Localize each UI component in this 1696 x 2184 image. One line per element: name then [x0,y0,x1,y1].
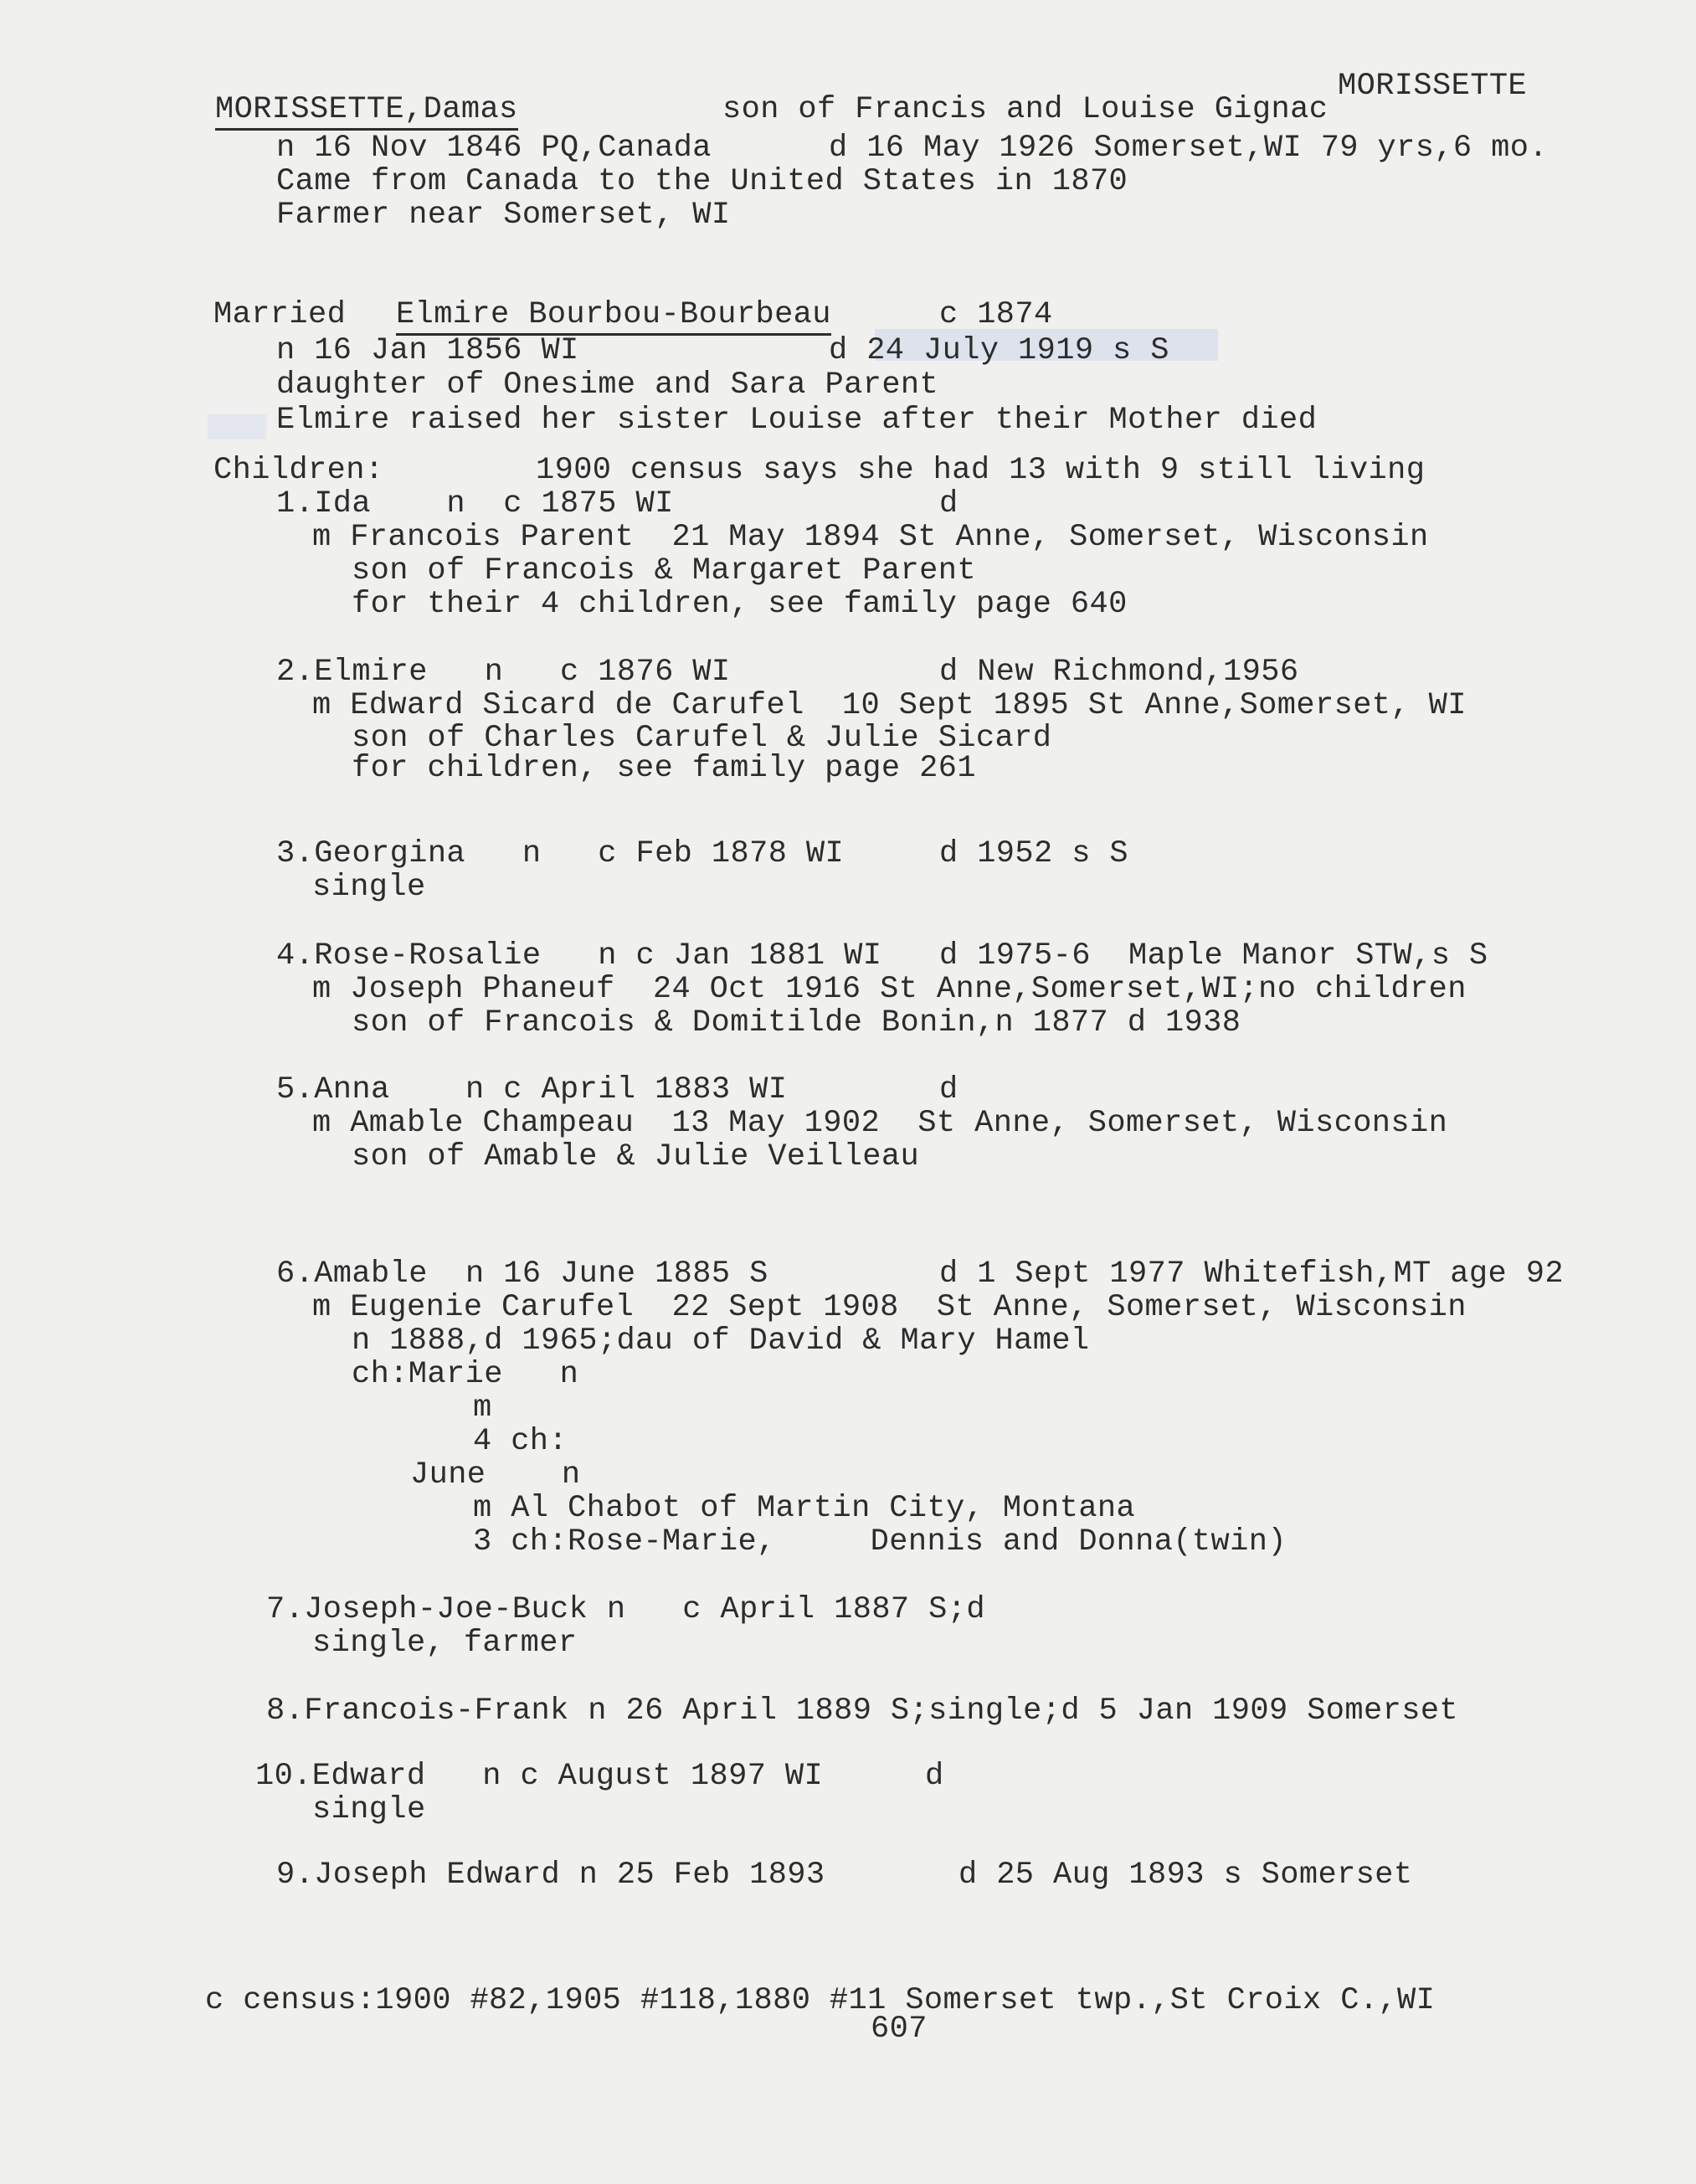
children-census-note: 1900 census says she had 13 with 9 still living [536,453,1426,488]
spouse-birth: n 16 Jan 1856 WI [276,333,579,368]
child-4-marriage: m Joseph Phaneuf 24 Oct 1916 St Anne,Somerset,WI;no children [312,972,1467,1007]
child-6-grandchild-june: June n [410,1457,581,1493]
child-9-name: 9.Joseph Edward n 25 Feb 1893 [276,1858,825,1893]
child-6-name: 6.Amable n 16 June 1885 S [276,1256,768,1292]
marriage-date: c 1874 [939,297,1053,332]
child-1-marriage: m Francois Parent 21 May 1894 St Anne, Somerset, Wisconsin [312,520,1429,555]
child-5-marriage: m Amable Champeau 13 May 1902 St Anne, Somerset, Wisconsin [312,1106,1448,1141]
child-10-name: 10.Edward n c August 1897 WI [255,1759,824,1794]
child-2-spouse-parents: son of Charles Carufel & Julie Sicard [352,721,1052,756]
page-number: 607 [871,2012,928,2047]
child-7-note: single, farmer [312,1626,578,1661]
child-6-death: d 1 Sept 1977 Whitefish,MT age 92 [939,1256,1564,1292]
faint-stamp-mark [208,414,266,439]
child-6-grandchild-marie: ch:Marie n [352,1357,579,1392]
child-5-name: 5.Anna n c April 1883 WI [276,1072,788,1107]
children-label: Children: [213,453,384,488]
child-6-marie-marriage: m [473,1390,492,1426]
subject-parents: son of Francis and Louise Gignac [722,92,1329,127]
child-6-june-children: 3 ch:Rose-Marie, Dennis and Donna(twin) [473,1524,1287,1560]
child-4-name: 4.Rose-Rosalie n c Jan 1881 WI [276,938,882,974]
child-5-death: d [939,1072,958,1107]
subject-note-immigration: Came from Canada to the United States in 1870 [276,164,1128,199]
spouse-name: Elmire Bourbou-Bourbeau [396,298,831,336]
child-1-name: 1.Ida n c 1875 WI [276,486,674,522]
child-5-spouse-parents: son of Amable & Julie Veilleau [352,1139,920,1174]
page-surname-header: MORISSETTE [1338,69,1528,104]
child-9-death: d 25 Aug 1893 s Somerset [958,1858,1413,1893]
spouse-parents: daughter of Onesime and Sara Parent [276,367,939,403]
child-6-marriage: m Eugenie Carufel 22 Sept 1908 St Anne, Somerset, Wisconsin [312,1290,1467,1325]
subject-birth: n 16 Nov 1846 PQ,Canada [276,131,712,166]
child-3-note: single [312,870,426,905]
child-3-name: 3.Georgina n c Feb 1878 WI [276,836,845,871]
child-2-name: 2.Elmire n c 1876 WI [276,655,731,690]
child-6-june-marriage: m Al Chabot of Martin City, Montana [473,1491,1136,1526]
census-footer: c census:1900 #82,1905 #118,1880 #11 Somerset twp.,St Croix C.,WI [205,1983,1436,2018]
child-6-marie-children: 4 ch: [473,1424,568,1459]
child-10-note: single [312,1792,426,1827]
spouse-note: Elmire raised her sister Louise after their Mother died [276,403,1318,438]
child-10-death: d [925,1759,944,1794]
child-3-death: d 1952 s S [939,836,1129,871]
subject-name: MORISSETTE,Damas [215,93,518,131]
child-4-death: d 1975-6 Maple Manor STW,s S [939,938,1488,974]
child-1-death: d [939,486,958,522]
child-2-note: for children, see family page 261 [352,751,976,786]
child-6-spouse-info: n 1888,d 1965;dau of David & Mary Hamel [352,1323,1090,1359]
child-2-death: d New Richmond,1956 [939,655,1299,690]
child-4-spouse-parents: son of Francois & Domitilde Bonin,n 1877 d 1938 [352,1005,1241,1041]
child-2-marriage: m Edward Sicard de Carufel 10 Sept 1895 St Anne,Somerset, WI [312,688,1467,723]
subject-death: d 16 May 1926 Somerset,WI 79 yrs,6 mo. [829,131,1548,166]
subject-note-occupation: Farmer near Somerset, WI [276,198,731,233]
child-8-name: 8.Francois-Frank n 26 April 1889 S;single;d 5 Jan 1909 Somerset [266,1693,1459,1729]
child-1-note: for their 4 children, see family page 640 [352,587,1128,622]
married-label: Married [213,297,347,332]
spouse-death: d 24 July 1919 s S [829,333,1169,368]
child-7-name: 7.Joseph-Joe-Buck n c April 1887 S;d [266,1592,985,1627]
child-1-spouse-parents: son of Francois & Margaret Parent [352,553,976,588]
